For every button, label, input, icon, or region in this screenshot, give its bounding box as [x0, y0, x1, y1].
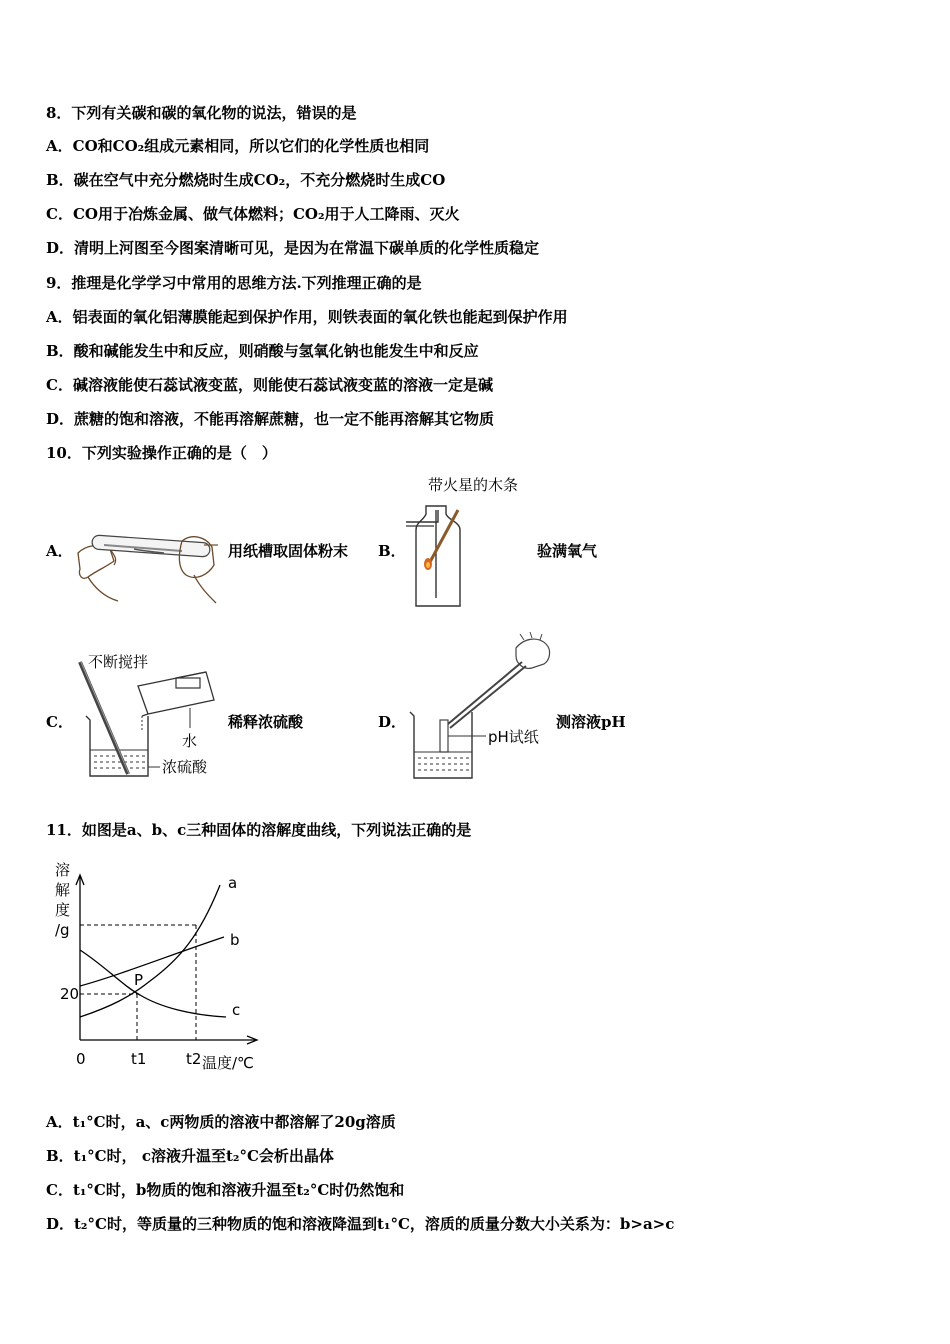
y-label-4: /g — [55, 921, 70, 939]
t2-label: t2 — [186, 1050, 202, 1068]
water-label: 水 — [182, 732, 198, 750]
q9-stem: 9．推理是化学学习中常用的思维方法.下列推理正确的是 — [46, 274, 422, 292]
ph-test-figure — [404, 632, 559, 784]
origin-label: 0 — [76, 1050, 86, 1068]
q10-option-d-caption: 测溶液pH — [556, 713, 626, 731]
curve-c — [80, 950, 226, 1017]
q11-stem: 11．如图是a、b、c三种固体的溶解度曲线，下列说法正确的是 — [46, 821, 472, 839]
paper-trough-figure — [74, 515, 224, 605]
q8-option-d: D．清明上河图至今图案清晰可见，是因为在常温下碳单质的化学性质稳定 — [46, 239, 540, 257]
q11-option-c: C．t₁°C时，b物质的饱和溶液升温至t₂°C时仍然饱和 — [46, 1181, 405, 1199]
y-label-1: 溶 — [55, 861, 71, 879]
q9-option-d: D．蔗糖的饱和溶液，不能再溶解蔗糖，也一定不能再溶解其它物质 — [46, 410, 495, 428]
oxygen-test-figure — [400, 470, 550, 610]
curve-a — [80, 885, 220, 1017]
ph-paper-label: pH试纸 — [488, 728, 539, 746]
q10-option-b-letter: B． — [378, 542, 406, 560]
curve-a-label: a — [228, 874, 238, 892]
q9-option-b: B．酸和碱能发生中和反应，则硝酸与氢氧化钠也能发生中和反应 — [46, 342, 479, 360]
x-axis-label: 温度/℃ — [202, 1054, 254, 1072]
q9-option-c: C．碱溶液能使石蕊试液变蓝，则能使石蕊试液变蓝的溶液一定是碱 — [46, 376, 493, 394]
q8-option-b: B．碳在空气中充分燃烧时生成CO₂，不充分燃烧时生成CO — [46, 171, 446, 189]
q10-option-a-letter: A． — [46, 542, 73, 560]
q10-option-c-letter: C． — [46, 713, 73, 731]
curve-b — [80, 937, 224, 986]
q10-option-b-caption: 验满氧气 — [537, 542, 598, 560]
q10-stem: 10．下列实验操作正确的是（ ） — [46, 444, 277, 462]
y-label-2: 解 — [55, 881, 71, 899]
y-20-label: 20 — [60, 985, 80, 1003]
conc-acid-label: 浓硫酸 — [162, 758, 208, 776]
q11-option-b: B．t₁°C时， c溶液升温至t₂°C会析出晶体 — [46, 1147, 334, 1165]
glowing-splint-label: 带火星的木条 — [428, 476, 519, 494]
curve-b-label: b — [230, 931, 240, 949]
q8-stem: 8．下列有关碳和碳的氧化物的说法，错误的是 — [46, 104, 357, 122]
point-p-label: P — [134, 971, 144, 989]
q11-option-a: A．t₁°C时，a、c两物质的溶液中都溶解了20g溶质 — [46, 1113, 396, 1131]
q10-option-a-caption: 用纸槽取固体粉末 — [228, 542, 349, 560]
solubility-curve-graph — [50, 855, 270, 1080]
t1-label: t1 — [131, 1050, 147, 1068]
q8-option-c: C．CO用于冶炼金属、做气体燃料；CO₂用于人工降雨、灭火 — [46, 205, 460, 223]
q11-option-d: D．t₂°C时，等质量的三种物质的饱和溶液降温到t₁°C，溶质的质量分数大小关系为：b>a>c — [46, 1215, 675, 1233]
y-label-3: 度 — [55, 901, 71, 919]
curve-c-label: c — [232, 1001, 241, 1019]
q8-option-a: A．CO和CO₂组成元素相同，所以它们的化学性质也相同 — [46, 137, 430, 155]
q10-option-c-caption: 稀释浓硫酸 — [228, 713, 304, 731]
stir-label: 不断搅拌 — [88, 653, 149, 671]
dilute-acid-figure — [72, 650, 232, 785]
q9-option-a: A．铝表面的氧化铝薄膜能起到保护作用，则铁表面的氧化铁也能起到保护作用 — [46, 308, 568, 326]
q10-option-d-letter: D． — [378, 713, 407, 731]
